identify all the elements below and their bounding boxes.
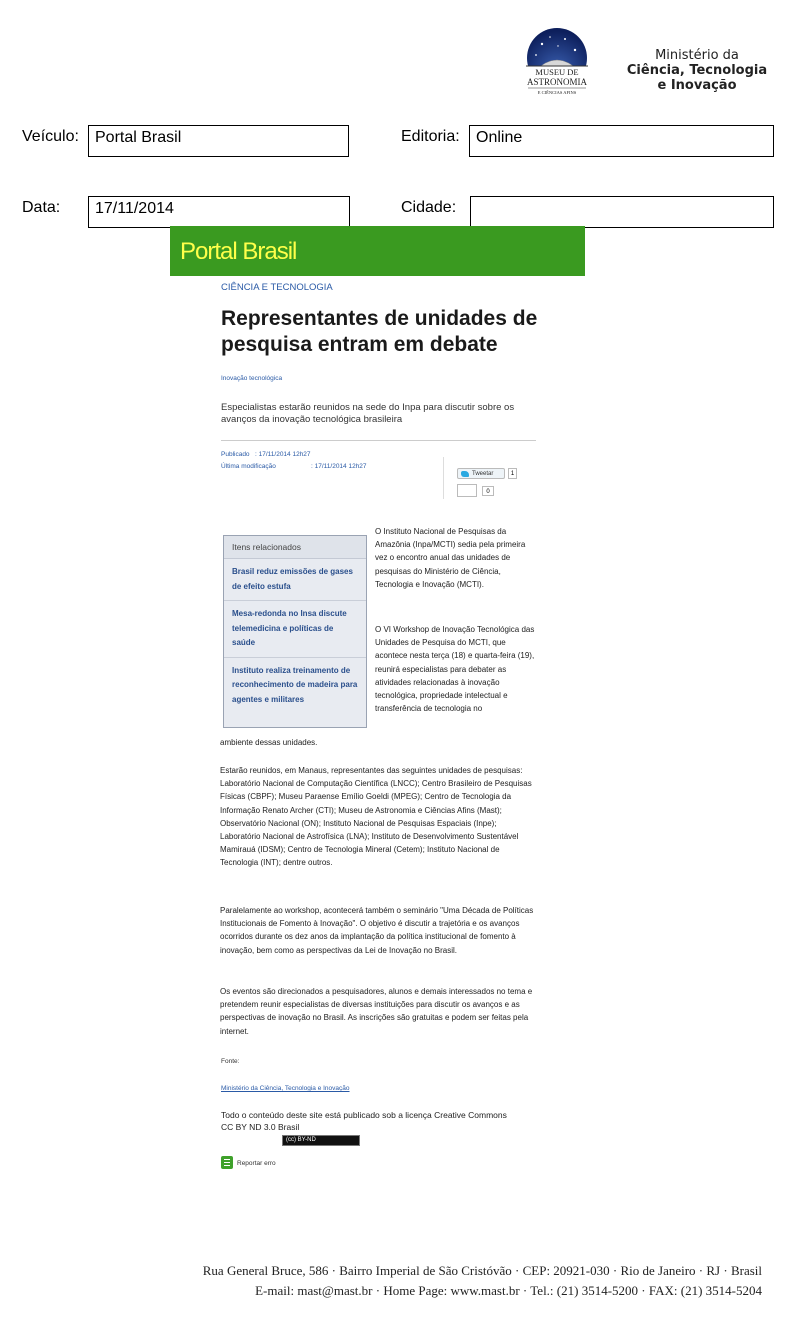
- museum-logo-line1: MUSEU DE: [535, 67, 579, 77]
- editoria-field[interactable]: Online: [469, 125, 774, 157]
- section-label[interactable]: CIÊNCIA E TECNOLOGIA: [221, 282, 333, 293]
- paragraph-1: O Instituto Nacional de Pesquisas da Amazônia (Inpa/MCTI) sedia pela primeira vez o encontro anual das unidades de pesquisas do Ministério de Ciência, Tecnologia e Inovação (MCTI).: [375, 527, 526, 589]
- paragraph-5: Os eventos são direcionados a pesquisadores, alunos e demais interessados no tema e pretendem reunir especialistas de diversas instituições para discutir os avanços e as perspectivas de inovação no Brasil. As inscrições são gratuitas e podem ser feitas pela internet.: [220, 987, 533, 1036]
- source-label: Fonte:: [221, 1058, 240, 1065]
- cidade-label: Cidade:: [401, 199, 457, 216]
- source-link[interactable]: Ministério da Ciência, Tecnologia e Inovação: [221, 1085, 350, 1092]
- museum-logo-line3: E CIÊNCIAS AFINS: [537, 90, 577, 95]
- share-divider: [443, 457, 444, 499]
- divider: [221, 440, 536, 441]
- modified-value: : 17/11/2014 12h27: [311, 463, 367, 470]
- creative-commons-badge[interactable]: (cc) BY-ND: [282, 1135, 360, 1146]
- report-error-icon[interactable]: [221, 1156, 233, 1169]
- paragraph-2-end: ambiente dessas unidades.: [220, 738, 318, 747]
- published-label: Publicado: [221, 451, 250, 458]
- ministry-logo-text: [612, 48, 782, 93]
- footer-address: Rua General Bruce, 586 · Bairro Imperial de São Cristóvão · CEP: 20921-030 · Rio de Janeiro · RJ · Brasil: [202, 1263, 762, 1278]
- article-meta: [221, 449, 421, 473]
- license-name[interactable]: CC BY ND 3.0 Brasil: [221, 1121, 300, 1132]
- facebook-like-button[interactable]: [457, 484, 477, 497]
- ministry-line3: e Inovação: [657, 78, 737, 93]
- tweet-button[interactable]: [457, 468, 505, 479]
- paragraph-3: Estarão reunidos, em Manaus, representantes das seguintes unidades de pesquisas: Laboratório Nacional de Computação Científica (LNCC); Centro Brasileiro de Pesquisas Físicas (CBPF); Museu Paraense Emílio Goeldi (MPEG); Centro de Tecnologia da Informação Renato Archer (CTI); Museu de Astronomia e Ciências Afins (Mast); Observatório Nacional (ON); Instituto Nacional de Pesquisas Espaciais (Inpe); Laboratório Nacional de Astrofísica (LNA); Instituto de Desenvolvimento Sustentável Mamirauá (IDSM); Centro de Tecnologia Mineral (Cetem); Instituto Nacional de Tecnologia (INT); dentre outros.: [220, 766, 532, 868]
- portal-name: Portal Brasil: [180, 238, 297, 265]
- veiculo-label: Veículo:: [22, 128, 79, 145]
- twitter-icon: [461, 471, 469, 477]
- paragraph-2: O VI Workshop de Inovação Tecnológica das Unidades de Pesquisa do MCTI, que acontece nesta terça (18) e quarta-feira (19), reunirá especialistas para debater as atividades relacionadas à inovação tecnológica, propriedade intelectual e transferência de tecnologia no: [375, 625, 535, 714]
- modified-label: Última modificação: [221, 463, 276, 470]
- article-title: Representantes de unidades de pesquisa entram em debate: [221, 307, 538, 356]
- article-lead: Especialistas estarão reunidos na sede do Inpa para discutir sobre os avanços da inovação tecnológica brasileira: [221, 402, 515, 425]
- published-value: : 17/11/2014 12h27: [255, 451, 311, 458]
- editoria-label: Editoria:: [401, 128, 460, 145]
- ministry-line2: Ciência, Tecnologia: [626, 63, 768, 78]
- footer-contact: E-mail: mast@mast.br · Home Page: www.mast.br · Tel.: (21) 3514-5200 · FAX: (21) 3514-5204: [255, 1283, 762, 1298]
- facebook-count: 0: [482, 486, 494, 496]
- related-items-box: [223, 535, 367, 728]
- tweet-label: Tweetar: [472, 471, 494, 477]
- tweet-count: 1: [508, 468, 517, 479]
- museum-logo-line2: ASTRONOMIA: [526, 77, 588, 87]
- report-error-link[interactable]: Reportar erro: [237, 1160, 276, 1167]
- license-notice: [221, 1110, 521, 1133]
- license-text: Todo o conteúdo deste site está publicado sob a licença Creative Commons: [221, 1110, 507, 1120]
- data-label: Data:: [22, 199, 61, 216]
- article-tag[interactable]: Inovação tecnológica: [221, 375, 283, 382]
- cidade-field[interactable]: [470, 196, 774, 228]
- veiculo-field[interactable]: Portal Brasil: [88, 125, 349, 157]
- related-item[interactable]: Brasil reduz emissões de gases de efeito estufa: [224, 559, 366, 601]
- related-heading: Itens relacionados: [224, 536, 366, 559]
- ministry-line1: Ministério da: [655, 48, 739, 63]
- portal-banner: [170, 226, 585, 276]
- related-item[interactable]: Mesa-redonda no Insa discute telemedicina e políticas de saúde: [224, 601, 366, 658]
- data-field[interactable]: 17/11/2014: [88, 196, 350, 228]
- paragraph-4: Paralelamente ao workshop, acontecerá também o seminário "Uma Década de Políticas Institucionais de Fomento à Inovação". O objetivo é discutir a trajetória e os avanços ocorridos durante os dez anos da implantação da política institucional de fomento à inovação, bem como as perspectivas da Lei de Inovação no Brasil.: [220, 906, 534, 955]
- museum-logo: [520, 28, 594, 100]
- related-item[interactable]: Instituto realiza treinamento de reconhecimento de madeira para agentes e militares: [232, 665, 358, 704]
